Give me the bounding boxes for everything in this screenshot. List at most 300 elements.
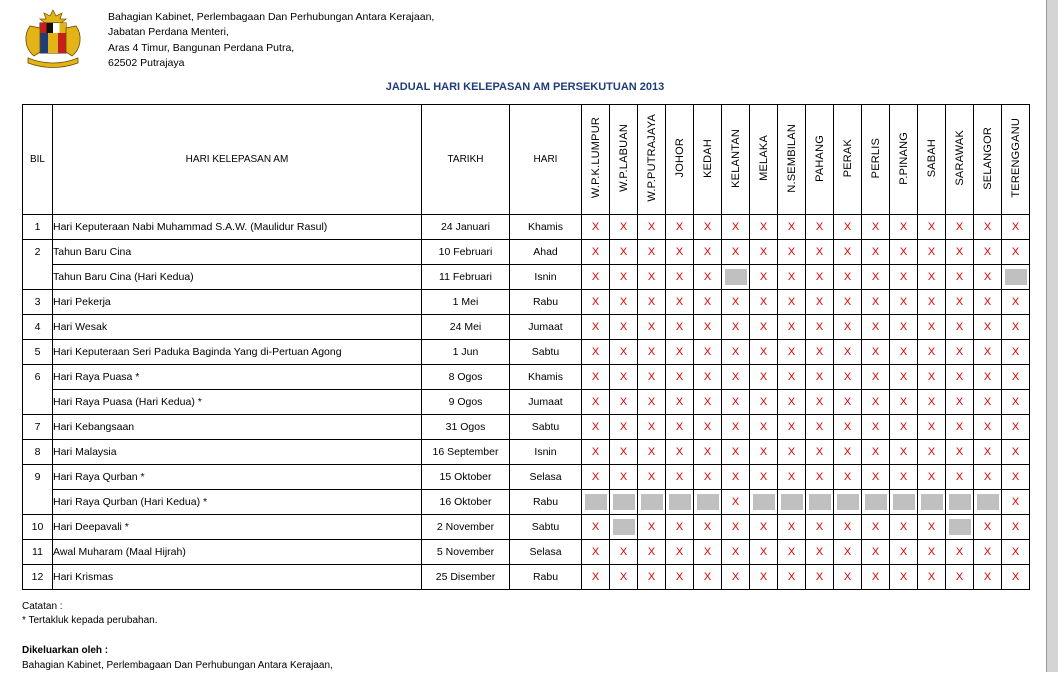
column-header-day: HARI (510, 105, 582, 215)
holiday-mark: X (1002, 365, 1030, 390)
page-title: JADUAL HARI KELEPASAN AM PERSEKUTUAN 2013 (385, 81, 665, 93)
holiday-name: Hari Malaysia (53, 440, 422, 465)
holiday-date: 9 Ogos (422, 390, 510, 415)
holiday-mark: X (610, 315, 638, 340)
column-header-state (722, 105, 750, 215)
holiday-mark: X (582, 340, 610, 365)
holiday-mark: X (694, 240, 722, 265)
gray-shade (669, 494, 691, 510)
gray-shade (781, 494, 803, 510)
holiday-mark: X (694, 215, 722, 240)
holiday-mark: X (890, 315, 918, 340)
holiday-weekday: Ahad (510, 240, 582, 265)
holiday-mark: X (918, 365, 946, 390)
not-applicable-cell (638, 490, 666, 515)
holiday-mark: X (1002, 565, 1030, 590)
not-applicable-cell (778, 490, 806, 515)
table-row (23, 440, 1030, 465)
holiday-mark: X (666, 240, 694, 265)
holiday-mark: X (946, 240, 974, 265)
holiday-mark: X (778, 415, 806, 440)
holiday-mark: X (806, 290, 834, 315)
holiday-weekday: Sabtu (510, 340, 582, 365)
holiday-mark: X (890, 540, 918, 565)
holiday-mark: X (918, 240, 946, 265)
holiday-mark: X (946, 565, 974, 590)
row-number: 4 (23, 315, 53, 340)
holiday-mark: X (890, 565, 918, 590)
holiday-mark: X (638, 565, 666, 590)
page-scrollbar[interactable] (1046, 0, 1058, 672)
holiday-date: 1 Mei (422, 290, 510, 315)
not-applicable-cell (918, 490, 946, 515)
state-label: PERLIS (869, 137, 882, 179)
not-applicable-cell (890, 490, 918, 515)
holiday-mark: X (862, 315, 890, 340)
state-label: TERENGGANU (1009, 118, 1022, 198)
holiday-mark: X (722, 315, 750, 340)
column-header-state (610, 105, 638, 215)
holiday-mark: X (722, 340, 750, 365)
holiday-mark: X (582, 540, 610, 565)
gray-shade (613, 519, 635, 535)
holiday-mark: X (638, 290, 666, 315)
holiday-mark: X (778, 465, 806, 490)
holiday-mark: X (610, 465, 638, 490)
holiday-weekday: Rabu (510, 565, 582, 590)
holiday-mark: X (694, 415, 722, 440)
holiday-mark: X (610, 565, 638, 590)
not-applicable-cell (946, 515, 974, 540)
holiday-mark: X (694, 365, 722, 390)
holiday-mark: X (722, 490, 750, 515)
row-number: 7 (23, 415, 53, 440)
holiday-mark: X (1002, 415, 1030, 440)
gray-shade (949, 519, 971, 535)
gray-shade (725, 269, 747, 285)
column-header-date: TARIKH (422, 105, 510, 215)
holiday-mark: X (750, 465, 778, 490)
holiday-mark: X (666, 565, 694, 590)
holiday-mark: X (1002, 240, 1030, 265)
row-number: 9 (23, 465, 53, 490)
gray-shade (977, 494, 999, 510)
gray-shade (585, 494, 607, 510)
holiday-name: Hari Wesak (53, 315, 422, 340)
holiday-mark: X (862, 540, 890, 565)
holiday-mark: X (638, 515, 666, 540)
gray-shade (837, 494, 859, 510)
holiday-mark: X (582, 465, 610, 490)
holiday-mark: X (918, 340, 946, 365)
holiday-mark: X (806, 440, 834, 465)
state-label: SABAH (925, 138, 938, 178)
holiday-mark: X (750, 365, 778, 390)
not-applicable-cell (722, 265, 750, 290)
holiday-mark: X (1002, 340, 1030, 365)
holiday-date: 2 November (422, 515, 510, 540)
holiday-mark: X (750, 290, 778, 315)
holiday-date: 31 Ogos (422, 415, 510, 440)
column-header-bil: BIL (23, 105, 53, 215)
holiday-weekday: Sabtu (510, 515, 582, 540)
holiday-weekday: Selasa (510, 465, 582, 490)
holiday-mark: X (1002, 215, 1030, 240)
gray-shade (809, 494, 831, 510)
holiday-mark: X (834, 465, 862, 490)
state-label: JOHOR (673, 138, 686, 178)
holiday-mark: X (806, 240, 834, 265)
holiday-mark: X (778, 565, 806, 590)
holiday-weekday: Khamis (510, 215, 582, 240)
holiday-mark: X (778, 515, 806, 540)
holiday-weekday: Isnin (510, 440, 582, 465)
holiday-mark: X (722, 290, 750, 315)
holiday-name: Hari Deepavali * (53, 515, 422, 540)
holiday-mark: X (694, 515, 722, 540)
holiday-mark: X (806, 365, 834, 390)
table-body (23, 215, 1030, 590)
table-row (23, 465, 1030, 490)
holiday-mark: X (722, 540, 750, 565)
holiday-mark: X (778, 390, 806, 415)
holiday-mark: X (862, 215, 890, 240)
holiday-mark: X (1002, 540, 1030, 565)
column-header-state (862, 105, 890, 215)
not-applicable-cell (806, 490, 834, 515)
holiday-mark: X (638, 540, 666, 565)
holiday-mark: X (722, 240, 750, 265)
holiday-mark: X (750, 515, 778, 540)
holiday-mark: X (974, 515, 1002, 540)
gray-shade (921, 494, 943, 510)
holiday-mark: X (638, 240, 666, 265)
holiday-date: 24 Mei (422, 315, 510, 340)
table-row (23, 290, 1030, 315)
gray-shade (949, 494, 971, 510)
holiday-mark: X (946, 390, 974, 415)
holiday-mark: X (890, 340, 918, 365)
state-label: PERAK (841, 138, 854, 178)
holiday-mark: X (778, 290, 806, 315)
holiday-mark: X (778, 240, 806, 265)
issued-line: Bahagian Kabinet, Perlembagaan Dan Perhubungan Antara Kerajaan, (22, 660, 333, 671)
holiday-mark: X (722, 390, 750, 415)
holiday-mark: X (778, 340, 806, 365)
holiday-mark: X (834, 515, 862, 540)
holiday-mark: X (694, 315, 722, 340)
holiday-mark: X (610, 365, 638, 390)
not-applicable-cell (694, 490, 722, 515)
state-label: W.P.K.LUMPUR (589, 117, 602, 199)
column-header-state (638, 105, 666, 215)
holiday-mark: X (890, 415, 918, 440)
holiday-mark: X (862, 265, 890, 290)
coat-of-arms-logo (20, 8, 86, 68)
holiday-mark: X (610, 340, 638, 365)
holiday-date: 24 Januari (422, 215, 510, 240)
holiday-mark: X (862, 440, 890, 465)
column-header-state (806, 105, 834, 215)
table-row (23, 365, 1030, 390)
holiday-mark: X (750, 540, 778, 565)
notes-label: Catatan : (22, 601, 63, 612)
holiday-mark: X (974, 215, 1002, 240)
state-label: KEDAH (701, 138, 714, 178)
holiday-mark: X (834, 565, 862, 590)
holiday-mark: X (806, 540, 834, 565)
holiday-mark: X (806, 390, 834, 415)
state-label: SELANGOR (981, 126, 994, 190)
gray-shade (865, 494, 887, 510)
holiday-mark: X (610, 540, 638, 565)
row-number: 11 (23, 540, 53, 565)
holiday-name: Hari Pekerja (53, 290, 422, 315)
holiday-mark: X (890, 465, 918, 490)
row-number: 5 (23, 340, 53, 365)
holiday-mark: X (862, 365, 890, 390)
holiday-mark: X (890, 515, 918, 540)
holiday-mark: X (918, 515, 946, 540)
holiday-mark: X (750, 340, 778, 365)
holiday-mark: X (834, 390, 862, 415)
holiday-mark: X (918, 265, 946, 290)
table-row (23, 240, 1030, 265)
holiday-mark: X (890, 440, 918, 465)
holiday-mark: X (890, 290, 918, 315)
holiday-mark: X (582, 215, 610, 240)
holiday-mark: X (722, 440, 750, 465)
holiday-mark: X (834, 415, 862, 440)
holiday-mark: X (946, 540, 974, 565)
address-line: Jabatan Perdana Menteri, (108, 26, 229, 39)
holiday-mark: X (806, 515, 834, 540)
holiday-mark: X (946, 340, 974, 365)
table-row (23, 490, 1030, 515)
holiday-mark: X (582, 565, 610, 590)
holiday-mark: X (1002, 515, 1030, 540)
holiday-mark: X (834, 440, 862, 465)
holiday-mark: X (722, 215, 750, 240)
holiday-mark: X (694, 390, 722, 415)
holiday-mark: X (834, 365, 862, 390)
holiday-mark: X (834, 215, 862, 240)
column-header-state (1002, 105, 1030, 215)
holiday-table (22, 104, 1030, 590)
holiday-name: Hari Kebangsaan (53, 415, 422, 440)
holiday-mark: X (778, 440, 806, 465)
table-row (23, 565, 1030, 590)
holiday-name: Tahun Baru Cina (Hari Kedua) (53, 265, 422, 290)
holiday-weekday: Jumaat (510, 315, 582, 340)
holiday-mark: X (610, 265, 638, 290)
holiday-mark: X (1002, 465, 1030, 490)
holiday-weekday: Khamis (510, 365, 582, 390)
holiday-mark: X (638, 390, 666, 415)
state-label: W.P.LABUAN (617, 124, 630, 192)
holiday-mark: X (974, 290, 1002, 315)
row-number (23, 390, 53, 415)
state-label: N.SEMBILAN (785, 123, 798, 193)
column-header-state (946, 105, 974, 215)
holiday-mark: X (862, 340, 890, 365)
holiday-mark: X (610, 215, 638, 240)
holiday-mark: X (862, 240, 890, 265)
holiday-mark: X (974, 315, 1002, 340)
holiday-mark: X (806, 315, 834, 340)
holiday-weekday: Rabu (510, 290, 582, 315)
holiday-mark: X (1002, 315, 1030, 340)
holiday-mark: X (974, 465, 1002, 490)
holiday-mark: X (918, 440, 946, 465)
holiday-mark: X (862, 415, 890, 440)
holiday-name: Hari Raya Puasa (Hari Kedua) * (53, 390, 422, 415)
holiday-mark: X (918, 315, 946, 340)
gray-shade (613, 494, 635, 510)
holiday-mark: X (694, 540, 722, 565)
holiday-mark: X (694, 265, 722, 290)
holiday-mark: X (750, 240, 778, 265)
holiday-mark: X (610, 240, 638, 265)
column-header-state (582, 105, 610, 215)
holiday-mark: X (638, 365, 666, 390)
holiday-mark: X (694, 465, 722, 490)
holiday-mark: X (974, 365, 1002, 390)
holiday-mark: X (946, 465, 974, 490)
not-applicable-cell (610, 490, 638, 515)
holiday-date: 1 Jun (422, 340, 510, 365)
state-label: PAHANG (813, 134, 826, 182)
table-row (23, 390, 1030, 415)
holiday-mark: X (974, 240, 1002, 265)
holiday-mark: X (666, 265, 694, 290)
holiday-date: 15 Oktober (422, 465, 510, 490)
holiday-mark: X (694, 565, 722, 590)
holiday-mark: X (666, 315, 694, 340)
holiday-mark: X (722, 365, 750, 390)
holiday-weekday: Jumaat (510, 390, 582, 415)
holiday-mark: X (918, 290, 946, 315)
holiday-mark: X (778, 215, 806, 240)
holiday-mark: X (778, 365, 806, 390)
column-header-state (974, 105, 1002, 215)
holiday-mark: X (666, 390, 694, 415)
address-line: Bahagian Kabinet, Perlembagaan Dan Perhubungan Antara Kerajaan, (108, 11, 435, 23)
holiday-mark: X (1002, 440, 1030, 465)
notes-item: * Tertakluk kepada perubahan. (22, 615, 158, 626)
holiday-mark: X (666, 440, 694, 465)
holiday-mark: X (918, 565, 946, 590)
table-row (23, 215, 1030, 240)
holiday-date: 10 Februari (422, 240, 510, 265)
holiday-mark: X (638, 465, 666, 490)
row-number: 12 (23, 565, 53, 590)
holiday-mark: X (806, 265, 834, 290)
holiday-mark: X (834, 265, 862, 290)
holiday-mark: X (974, 415, 1002, 440)
holiday-mark: X (750, 565, 778, 590)
column-header-state (750, 105, 778, 215)
holiday-mark: X (582, 265, 610, 290)
holiday-mark: X (806, 465, 834, 490)
table-row (23, 265, 1030, 290)
holiday-mark: X (890, 265, 918, 290)
holiday-mark: X (1002, 490, 1030, 515)
not-applicable-cell (974, 490, 1002, 515)
holiday-mark: X (582, 315, 610, 340)
holiday-date: 11 Februari (422, 265, 510, 290)
holiday-name: Hari Raya Puasa * (53, 365, 422, 390)
holiday-mark: X (750, 440, 778, 465)
holiday-mark: X (750, 215, 778, 240)
holiday-mark: X (806, 215, 834, 240)
row-number: 6 (23, 365, 53, 390)
issued-label: Dikeluarkan oleh : (22, 645, 109, 656)
holiday-mark: X (974, 440, 1002, 465)
holiday-mark: X (806, 415, 834, 440)
holiday-mark: X (834, 315, 862, 340)
state-label: SARAWAK (953, 130, 966, 186)
holiday-mark: X (610, 290, 638, 315)
holiday-mark: X (750, 265, 778, 290)
not-applicable-cell (862, 490, 890, 515)
holiday-mark: X (974, 565, 1002, 590)
holiday-mark: X (638, 415, 666, 440)
state-label: KELANTAN (729, 128, 742, 188)
holiday-mark: X (862, 515, 890, 540)
table-row (23, 415, 1030, 440)
holiday-mark: X (918, 390, 946, 415)
holiday-mark: X (638, 340, 666, 365)
table-row (23, 515, 1030, 540)
holiday-mark: X (778, 315, 806, 340)
table-row (23, 340, 1030, 365)
gray-shade (697, 494, 719, 510)
row-number: 2 (23, 240, 53, 265)
holiday-mark: X (638, 265, 666, 290)
holiday-name: Tahun Baru Cina (53, 240, 422, 265)
row-number (23, 490, 53, 515)
holiday-mark: X (722, 415, 750, 440)
holiday-mark: X (806, 340, 834, 365)
holiday-mark: X (946, 290, 974, 315)
table-row (23, 540, 1030, 565)
row-number: 1 (23, 215, 53, 240)
holiday-mark: X (666, 465, 694, 490)
gray-shade (753, 494, 775, 510)
holiday-mark: X (582, 415, 610, 440)
holiday-mark: X (946, 265, 974, 290)
holiday-mark: X (638, 440, 666, 465)
holiday-mark: X (638, 315, 666, 340)
holiday-mark: X (834, 340, 862, 365)
holiday-mark: X (862, 390, 890, 415)
holiday-date: 16 Oktober (422, 490, 510, 515)
holiday-mark: X (890, 240, 918, 265)
holiday-mark: X (666, 215, 694, 240)
holiday-name: Hari Raya Qurban * (53, 465, 422, 490)
holiday-mark: X (750, 415, 778, 440)
column-header-state (778, 105, 806, 215)
holiday-mark: X (974, 340, 1002, 365)
holiday-date: 5 November (422, 540, 510, 565)
not-applicable-cell (750, 490, 778, 515)
holiday-mark: X (890, 215, 918, 240)
not-applicable-cell (610, 515, 638, 540)
row-number (23, 265, 53, 290)
holiday-mark: X (610, 440, 638, 465)
holiday-mark: X (946, 215, 974, 240)
